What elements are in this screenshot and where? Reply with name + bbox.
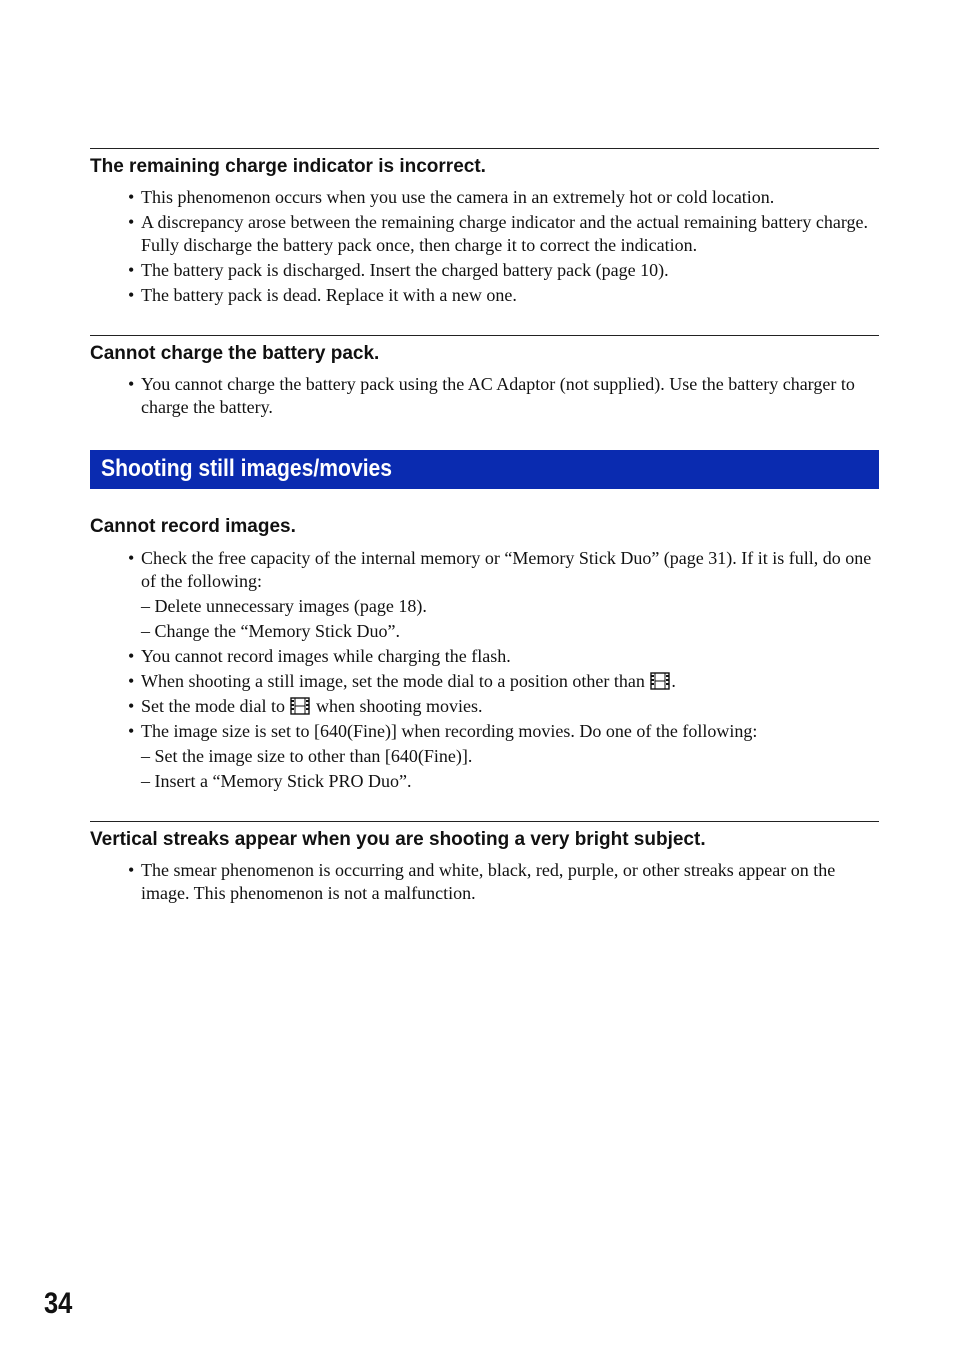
list-item: • You cannot record images while charging the flash. (128, 645, 879, 668)
remaining-charge-heading: The remaining charge indicator is incorrect. (90, 156, 486, 177)
vertical-streaks-heading: Vertical streaks appear when you are shooting a very bright subject. (90, 829, 706, 850)
list-item: • A discrepancy arose between the remaining charge indicator and the actual remaining battery charge. Fully discharge the battery pack once, then charge it to correct the indication. (128, 211, 879, 256)
list-item-text: when shooting movies. (311, 695, 483, 716)
cannot-charge-list (128, 373, 879, 421)
list-item-text: When shooting a still image, set the mode dial to a position other than (141, 670, 650, 691)
sub-list-item: – Delete unnecessary images (page 18). (141, 595, 427, 616)
page-number: 34 (44, 1287, 73, 1320)
list-item-text: Set the mode dial to (141, 695, 290, 716)
vertical-streaks-list (128, 859, 879, 907)
movie-mode-icon (290, 697, 310, 715)
list-item-text: . (671, 670, 676, 691)
remaining-charge-list (128, 186, 879, 309)
list-item: • The battery pack is discharged. Insert the charged battery pack (page 10). (128, 259, 879, 282)
sub-list-item: – Insert a “Memory Stick PRO Duo”. (141, 770, 412, 791)
section-title-bar (90, 450, 879, 489)
list-item: • The image size is set to [640(Fine)] when recording movies. Do one of the following: (128, 720, 879, 743)
list-item: • The smear phenomenon is occurring and white, black, red, purple, or other streaks appear on the image. This phenomenon is not a malfunction. (128, 859, 879, 904)
section-title: Shooting still images/movies (101, 455, 393, 482)
list-item: • Check the free capacity of the internal memory or “Memory Stick Duo” (page 31). If it is full, do one of the following: (128, 547, 879, 592)
list-item (128, 670, 879, 693)
section-divider (90, 148, 879, 149)
section-divider (90, 821, 879, 822)
cannot-charge-heading: Cannot charge the battery pack. (90, 343, 380, 364)
cannot-record-list (128, 547, 879, 795)
movie-mode-icon (650, 672, 670, 690)
sub-list-item: – Set the image size to other than [640(Fine)]. (141, 745, 473, 766)
sub-list-item: – Change the “Memory Stick Duo”. (141, 620, 400, 641)
section-divider (90, 335, 879, 336)
list-item: • This phenomenon occurs when you use the camera in an extremely hot or cold location. (128, 186, 879, 209)
list-item (128, 695, 879, 718)
list-item: • You cannot charge the battery pack using the AC Adaptor (not supplied). Use the battery charger to charge the battery. (128, 373, 879, 418)
list-item: • The battery pack is dead. Replace it with a new one. (128, 284, 879, 307)
cannot-record-heading: Cannot record images. (90, 516, 296, 537)
